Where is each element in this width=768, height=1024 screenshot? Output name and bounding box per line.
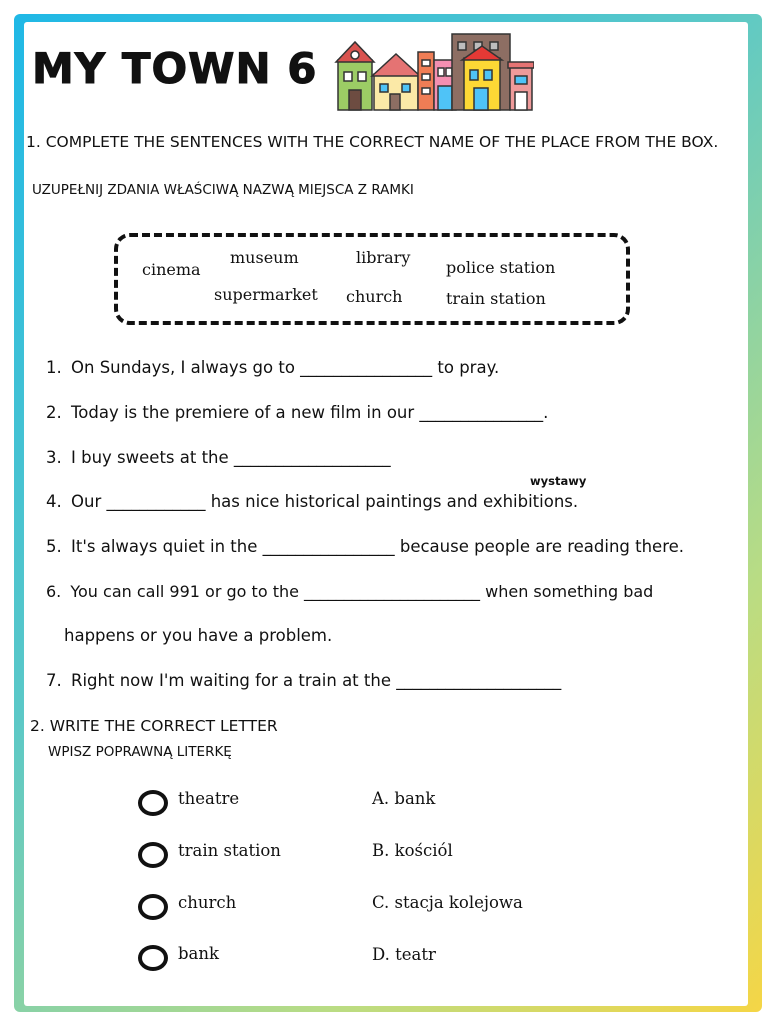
sentence-text: You can call 991 or go to the ______________________ when something bad bbox=[70, 582, 654, 601]
sentence bbox=[46, 671, 561, 690]
sentence bbox=[46, 537, 684, 556]
sentence-text: It's always quiet in the ________________ because people are reading there. bbox=[71, 537, 685, 556]
match-item: theatre bbox=[178, 789, 240, 808]
sentence-number: 7. bbox=[46, 671, 62, 690]
sentence-continuation bbox=[64, 626, 332, 645]
word-box-item: church bbox=[346, 287, 403, 306]
match-definition: B. kościól bbox=[372, 841, 453, 860]
sentence-text: Our ____________ has nice historical paintings and exhibitions. bbox=[71, 492, 579, 511]
sentence bbox=[46, 448, 391, 467]
sentence-number: 4. bbox=[46, 492, 62, 511]
sentence-text: I buy sweets at the ___________________ bbox=[71, 448, 391, 467]
word-box-item: cinema bbox=[142, 260, 201, 279]
match-item: train station bbox=[178, 841, 281, 860]
exercise1-instruction-pl: UZUPEŁNIJ ZDANIA WŁAŚCIWĄ NAZWĄ MIEJSCA Z RAMKI bbox=[32, 182, 414, 198]
answer-circle[interactable] bbox=[138, 894, 168, 920]
match-definition: A. bank bbox=[372, 789, 436, 808]
sentence bbox=[46, 492, 578, 511]
match-item: church bbox=[178, 893, 237, 912]
match-item: bank bbox=[178, 944, 220, 963]
answer-circle[interactable] bbox=[138, 945, 168, 971]
gloss-note: wystawy bbox=[530, 474, 587, 488]
sentence-number: 1. bbox=[46, 358, 62, 377]
sentence-text: happens or you have a problem. bbox=[64, 626, 333, 645]
sentence-number: 3. bbox=[46, 448, 62, 467]
exercise2-instruction-pl: WPISZ POPRAWNĄ LITERKĘ bbox=[48, 744, 232, 760]
word-box-item: police station bbox=[446, 258, 556, 277]
page-title: MY TOWN 6 bbox=[32, 44, 318, 93]
sentence-text: Right now I'm waiting for a train at the ____________________ bbox=[71, 671, 562, 690]
word-box bbox=[114, 233, 630, 325]
town-buildings-illustration bbox=[334, 30, 534, 112]
match-definition: D. teatr bbox=[372, 945, 436, 964]
sentence-text: Today is the premiere of a new film in our _______________. bbox=[71, 403, 549, 422]
sentence-number: 2. bbox=[46, 403, 62, 422]
exercise2-instruction: 2. WRITE THE CORRECT LETTER bbox=[30, 717, 278, 735]
word-box-item: library bbox=[356, 248, 411, 267]
word-box-item: train station bbox=[446, 289, 546, 308]
sentence bbox=[46, 403, 548, 422]
answer-circle[interactable] bbox=[138, 790, 168, 816]
match-definition: C. stacja kolejowa bbox=[372, 893, 523, 912]
sentence bbox=[46, 358, 499, 377]
exercise1-instruction: 1. COMPLETE THE SENTENCES WITH THE CORRECT NAME OF THE PLACE FROM THE BOX. bbox=[26, 133, 719, 151]
sentence-number: 5. bbox=[46, 537, 62, 556]
sentence-text: On Sundays, I always go to ________________ to pray. bbox=[71, 358, 500, 377]
word-box-item: museum bbox=[230, 248, 299, 267]
word-box-item: supermarket bbox=[214, 285, 318, 304]
answer-circle[interactable] bbox=[138, 842, 168, 868]
sentence-number: 6. bbox=[46, 582, 62, 601]
sentence bbox=[46, 582, 653, 601]
